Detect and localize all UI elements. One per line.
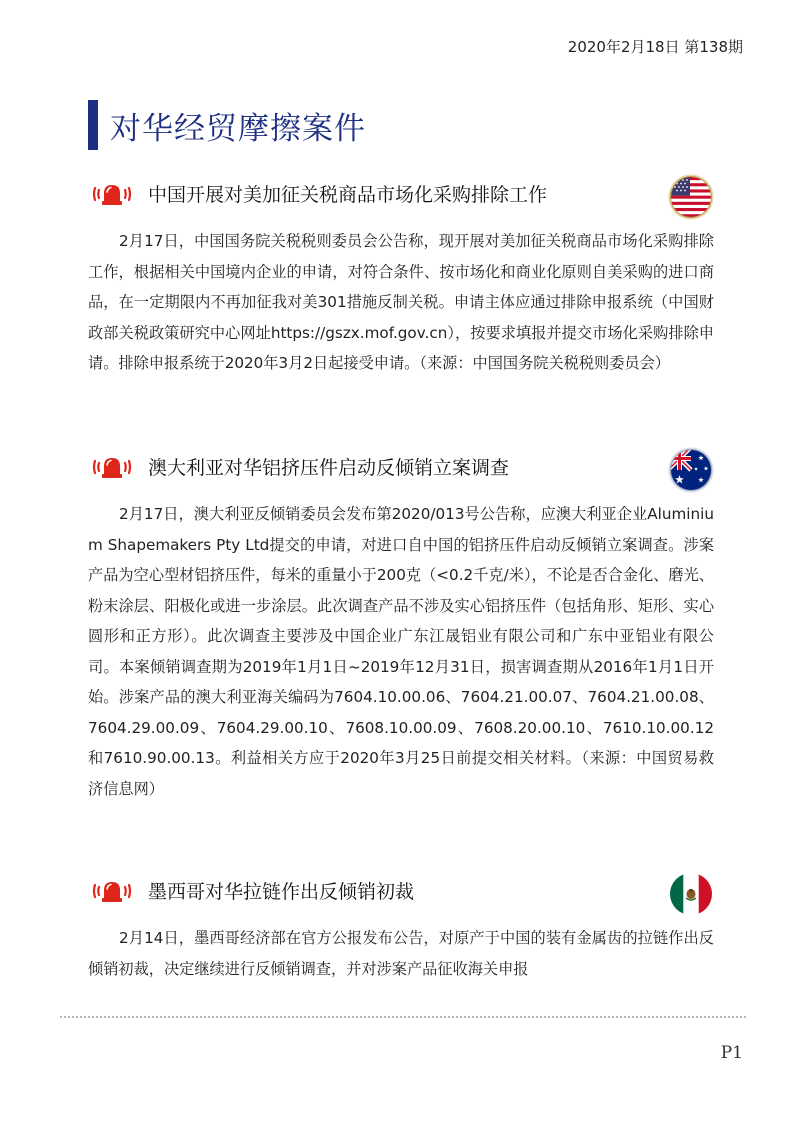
australia-flag-icon [668,447,714,493]
mexico-flag-icon [668,871,714,917]
article-mexico-zipper [88,871,714,984]
issue-date: 2020年2月18日 第138期 [567,38,743,56]
article-title: 墨西哥对华拉链作出反倾销初裁 [148,881,415,903]
section-heading [88,100,366,150]
article-title: 中国开展对美加征关税商品市场化采购排除工作 [148,184,548,206]
page-number: P1 [720,1043,743,1063]
article-header [88,871,714,915]
article-body: 2月17日，澳大利亚反倾销委员会发布第2020/013号公告称，应澳大利亚企业Aluminium Shapemakers Pty Ltd提交的申请，对进口自中国的铝挤压件启动反倾销立案调查。涉案产品为空心型材铝挤压件，每米的重量小于200克（<0.2千克/米），不论是否合金化、磨光、粉末涂层、阳极化或进一步涂层。此次调查产品不涉及实心铝挤压件（包括角形、矩形、实心圆形和正方形）。此次调查主要涉及中国企业广东江晟铝业有限公司和广东中亚铝业有限公司。本案倾销调查期为2019年1月1日~2019年12月31日，损害调查期从2016年1月1日开始。涉案产品的澳大利亚海关编码为7604.10.00.06、7604.21.00.07、7604.21.00.08、7604.29.00.09、7604.29.00.10、7608.10.00.09、7608.20.00.10、7610.10.00.12和7610.90.00.13。利益相关方应于2020年3月25日前提交相关材料。（来源：中国贸易救济信息网） [88,505,714,798]
alarm-bell-icon [92,877,132,905]
us-flag-icon [668,174,714,220]
article-title: 澳大利亚对华铝挤压件启动反倾销立案调查 [148,457,510,479]
alarm-bell-icon [92,180,132,208]
article-australia-aluminium [88,447,714,804]
article-us-exclusion [88,174,714,379]
article-body: 2月17日，中国国务院关税税则委员会公告称，现开展对美加征关税商品市场化采购排除工作，根据相关中国境内企业的申请，对符合条件、按市场化和商业化原则自美采购的进口商品，在一定期限内不再加征我对美301措施反制关税。申请主体应通过排除申报系统（中国财政部关税政策研究中心网址https://gszx.mof.gov.cn），按要求填报并提交市场化采购排除申请。排除申报系统于2020年3月2日起接受申请。（来源：中国国务院关税税则委员会） [88,232,714,372]
footer-divider [60,1016,746,1018]
article-header [88,447,714,491]
article-body: 2月14日，墨西哥经济部在官方公报发布公告，对原产于中国的装有金属齿的拉链作出反倾销初裁，决定继续进行反倾销调查，并对涉案产品征收海关申报 [88,929,714,978]
alarm-bell-icon [92,453,132,481]
article-header [88,174,714,218]
section-bar [88,100,98,150]
section-title: 对华经贸摩擦案件 [110,110,366,147]
